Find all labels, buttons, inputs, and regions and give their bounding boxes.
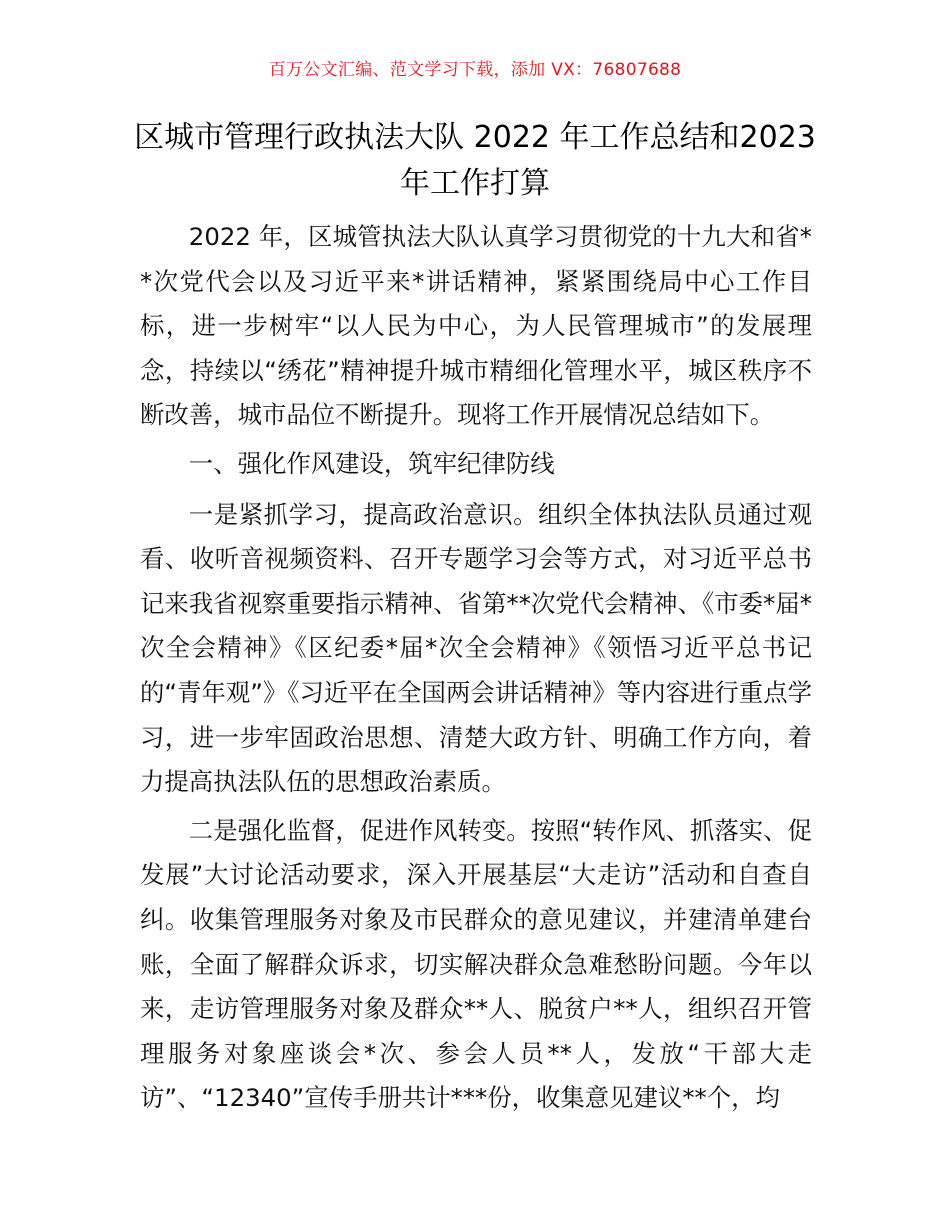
promo-banner: 百万公文汇编、范文学习下载，添加 VX：76807688 bbox=[268, 60, 682, 80]
body-paragraph: 一是紧抓学习，提高政治意识。组织全体执法队员通过观看、收听音视频资料、召开专题学习会等方式，对习近平总书记来我省视察重要指示精神、省第**次党代会精神、《市委*届*次全会精神》《区纪委*届*次全会精神》《领悟习近平总书记的“青年观”》《习近平在全国两会讲话精神》等内容进行重点学习，进一步牢固政治思想、清楚大政方针、明确工作方向，着力提高执法队伍的思想政治素质。 bbox=[140, 499, 812, 797]
body-paragraph: 二是强化监督，促进作风转变。按照“转作风、抓落实、促发展”大讨论活动要求，深入开展基层“大走访”活动和自查自纠。收集管理服务对象及市民群众的意见建议，并建清单建台账，全面了解群众诉求，切实解决群众急难愁盼问题。今年以来，走访管理服务对象及群众**人、脱贫户**人，组织召开管理服务对象座谈会*次、参会人员**人，发放“干部大走访”、“12340”宣传手册共计***份，收集意见建议**个，均 bbox=[140, 815, 812, 1113]
document-body bbox=[140, 215, 812, 1125]
section-heading: 一、强化作风建设，筑牢纪律防线 bbox=[188, 448, 555, 478]
intro-paragraph: 2022 年，区城管执法大队认真学习贯彻党的十九大和省**次党代会以及习近平来*讲话精神，紧紧围绕局中心工作目标，进一步树牢“以人民为中心，为人民管理城市”的发展理念，持续以“绣花”精神提升城市精细化管理水平，城区秩序不断改善，城市品位不断提升。现将工作开展情况总结如下。 bbox=[140, 222, 812, 430]
document-title: 区城市管理行政执法大队 2022 年工作总结和2023 年工作打算 bbox=[134, 120, 816, 201]
